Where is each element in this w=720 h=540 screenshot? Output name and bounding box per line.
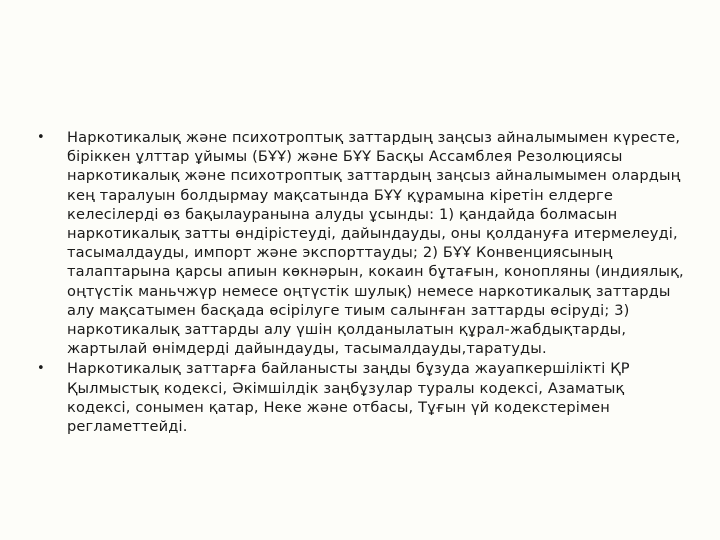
bullet-list [37, 128, 687, 437]
bullet-text: Наркотикалық және психотроптық заттардың заңсыз айналымымен күресте, біріккен ұлттар ұйымы (БҰҰ) және БҰҰ Басқы Ассамблея Резолюциясы наркотикалық және психотроптық заттардың заңсыз айналымымен олардың кең таралуын болдырмау мақсатында БҰҰ құрамына кіретін елдерге келесілерді өз бақылауранына алуды ұсынды: 1) қандайда болмасын наркотикалық затты өндірістеуді, дайындауды, оны қолдануға итермелеуді, тасымалдауды, импорт және экспорттауды; 2) БҰҰ Конвенциясының талаптарына қарсы апиын көкнәрын, кокаин бұтағын, конопляны (индиялық, оңтүстік маньчжүр немесе оңтүстік шулық) немесе наркотикалық заттарды алу мақсатымен басқада өсірілуге тиым салынған заттарды өсіруді; 3) наркотикалық заттарды алу үшін қолданылатын құрал-жабдықтарды, жартылай өнімдерді дайындауды, тасымалдауды,таратуды. [67, 129, 684, 358]
bullet-marker: • [37, 361, 45, 377]
bullet-marker: • [37, 130, 45, 145]
bullet-text: Наркотикалық заттарға байланысты заңды бұзуда жауапкершілікті ҚР Қылмыстық кодексі, Әкімшілдік заңбұзулар туралы кодексі, Азаматық кодексі, сонымен қатар, Неке және отбасы, Тұғын үй кодекстерімен регламеттейді. [67, 360, 630, 436]
bullet-item-2 [37, 359, 687, 436]
bullet-item-1 [37, 128, 687, 358]
